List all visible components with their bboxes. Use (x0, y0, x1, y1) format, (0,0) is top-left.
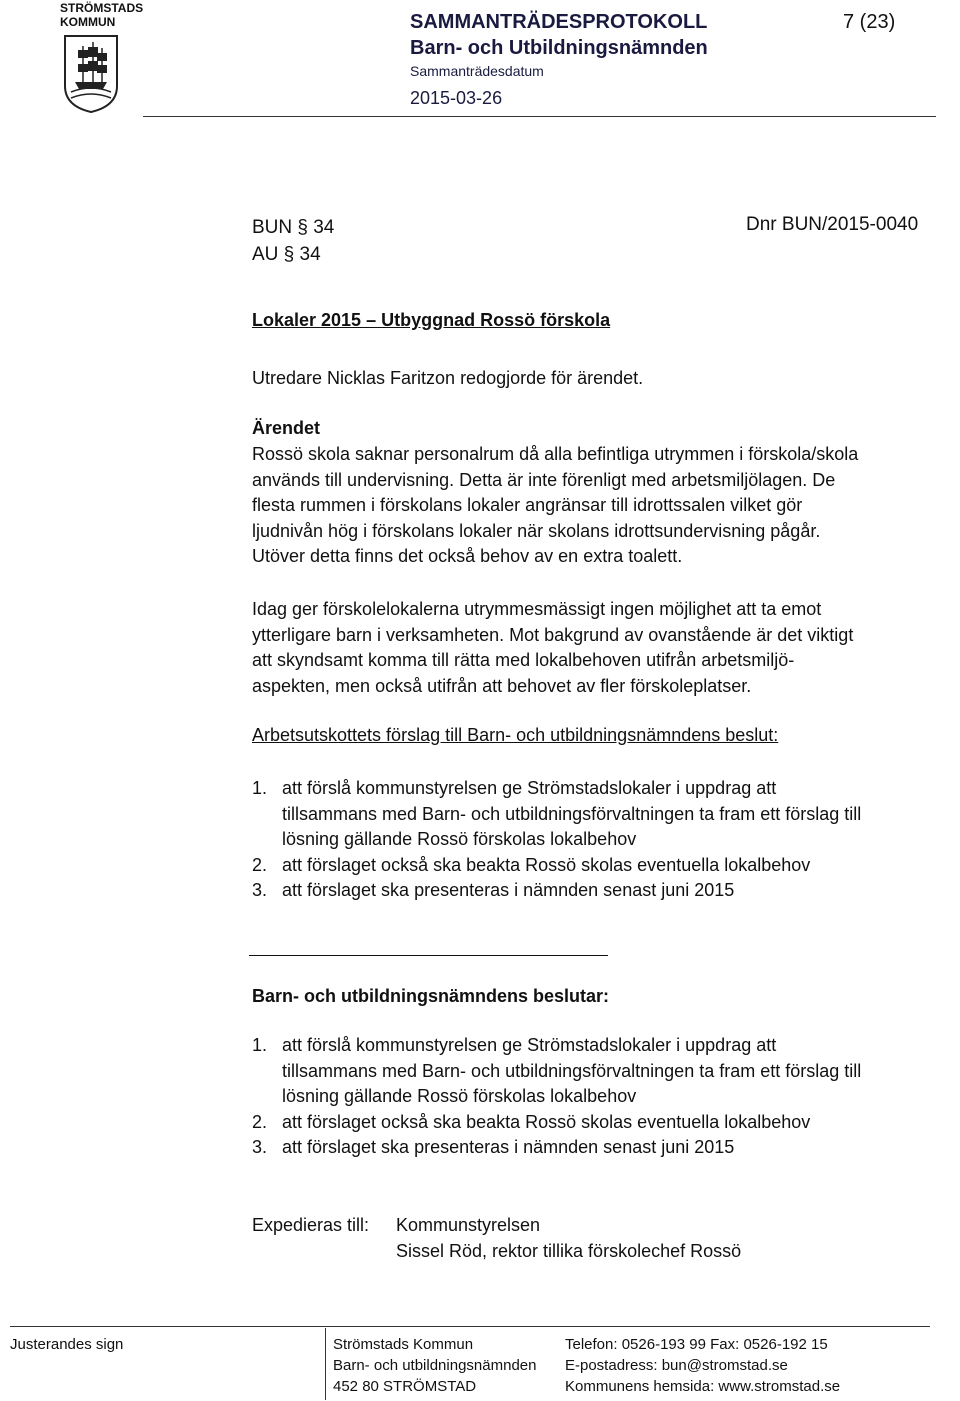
decision-heading: Barn- och utbildningsnämndens beslutar: (252, 986, 610, 1006)
list-line: att förslaget också ska beakta Rossö skolas eventuella lokalbehov (282, 854, 811, 875)
footer-contact-line: Telefon: 0526-193 99 Fax: 0526-192 15 (565, 1336, 828, 1353)
footer-org (333, 1334, 536, 1397)
signature-label: Justerandes sign (10, 1336, 124, 1353)
footer-org-line: 452 80 STRÖMSTAD (333, 1378, 477, 1395)
list-item (252, 1033, 861, 1110)
footer-org-line: Strömstads Kommun (333, 1336, 474, 1353)
list-item (252, 1135, 861, 1161)
case-number: Dnr BUN/2015-0040 (746, 214, 919, 235)
list-line: tillsammans med Barn- och utbildningsförvaltningen ta fram ett förslag till (282, 803, 862, 824)
municipal-crest-icon (63, 34, 119, 119)
list-number: 2. (252, 1111, 268, 1132)
footer-column-divider (325, 1328, 326, 1400)
list-line: att förslå kommunstyrelsen ge Strömstadslokaler i uppdrag att (282, 1035, 777, 1055)
proposal-list (252, 776, 861, 904)
footer-contact-line: E-postadress: bun@stromstad.se (565, 1357, 788, 1374)
paragraph-line: aspekten, men också utifrån att behovet av fler förskoleplatser. (252, 675, 752, 696)
document-title: SAMMANTRÄDESPROTOKOLL (410, 11, 708, 33)
list-number: 3. (252, 880, 268, 901)
proposal-heading: Arbetsutskottets förslag till Barn- och utbildningsnämndens beslut: (252, 725, 779, 745)
footer-contact (565, 1334, 840, 1397)
paragraph-line: Utöver detta finns det också behov av en extra toalett. (252, 546, 683, 567)
list-item (252, 776, 861, 853)
list-line: tillsammans med Barn- och utbildningsförvaltningen ta fram ett förslag till (282, 1060, 862, 1081)
list-number: 1. (252, 778, 268, 798)
board-name: Barn- och Utbildningsnämnden (410, 37, 708, 59)
list-number: 1. (252, 1035, 268, 1055)
paragraph-line: Idag ger förskolelokalerna utrymmesmässigt ingen möjlighet att ta emot (252, 599, 822, 619)
list-line: att förslå kommunstyrelsen ge Strömstadslokaler i uppdrag att (282, 778, 777, 798)
paragraph-line: att skyndsamt komma till rätta med lokalbehoven utifrån arbetsmiljö- (252, 650, 795, 671)
dispatch-recipient: Sissel Röd, rektor tillika förskolechef Rossö (396, 1241, 742, 1261)
list-line: att förslaget ska presenteras i nämnden senast juni 2015 (282, 880, 735, 901)
meeting-date-label: Sammanträdesdatum (410, 63, 544, 79)
paragraph-line: ljudnivån hög i förskolans lokaler när skolans idrottsundervisning pågår. (252, 520, 821, 541)
logo-text-line2: KOMMUN (60, 15, 116, 29)
intro-text: Utredare Nicklas Faritzon redogjorde för ärendet. (252, 368, 644, 388)
matter-title: Lokaler 2015 – Utbyggnad Rossö förskola (252, 310, 611, 330)
decision-list (252, 1033, 861, 1161)
list-line: att förslaget ska presenteras i nämnden senast juni 2015 (282, 1137, 735, 1158)
footer-org-line: Barn- och utbildningsnämnden (333, 1357, 537, 1374)
list-number: 3. (252, 1137, 268, 1158)
section-au: AU § 34 (252, 244, 321, 265)
footer-divider (10, 1326, 930, 1327)
paragraph-line: ytterligare barn i verksamheten. Mot bakgrund av ovanstående är det viktigt (252, 624, 854, 645)
paragraph-line: används till undervisning. Detta är inte förenligt med arbetsmiljölagen. De (252, 469, 836, 490)
list-line: att förslaget också ska beakta Rossö skolas eventuella lokalbehov (282, 1111, 811, 1132)
header-divider (143, 116, 936, 117)
paragraph-line: flesta rummen i förskolans lokaler angränsar till idrottssalen vilket gör (252, 495, 803, 516)
list-line: lösning gällande Rossö förskolas lokalbehov (282, 1086, 637, 1107)
list-item (252, 878, 861, 904)
meeting-date: 2015-03-26 (410, 88, 503, 108)
paragraph-1 (252, 442, 932, 570)
matter-heading: Ärendet (252, 418, 321, 438)
page-number: 7 (23) (843, 11, 896, 33)
list-line: lösning gällande Rossö förskolas lokalbehov (282, 829, 637, 850)
paragraph-line: Rossö skola saknar personalrum då alla befintliga utrymmen i förskola/skola (252, 444, 859, 464)
list-item (252, 1110, 861, 1136)
section-ids (252, 214, 334, 268)
list-item (252, 853, 861, 879)
dispatch-recipient: Kommunstyrelsen (396, 1215, 541, 1235)
dispatch-label: Expedieras till: (252, 1215, 370, 1235)
separator-line (249, 955, 608, 956)
list-number: 2. (252, 854, 268, 875)
section-bun: BUN § 34 (252, 217, 335, 238)
paragraph-2 (252, 597, 932, 699)
footer-contact-line: Kommunens hemsida: www.stromstad.se (565, 1378, 841, 1395)
logo-text-line1: STRÖMSTADS (60, 1, 144, 15)
